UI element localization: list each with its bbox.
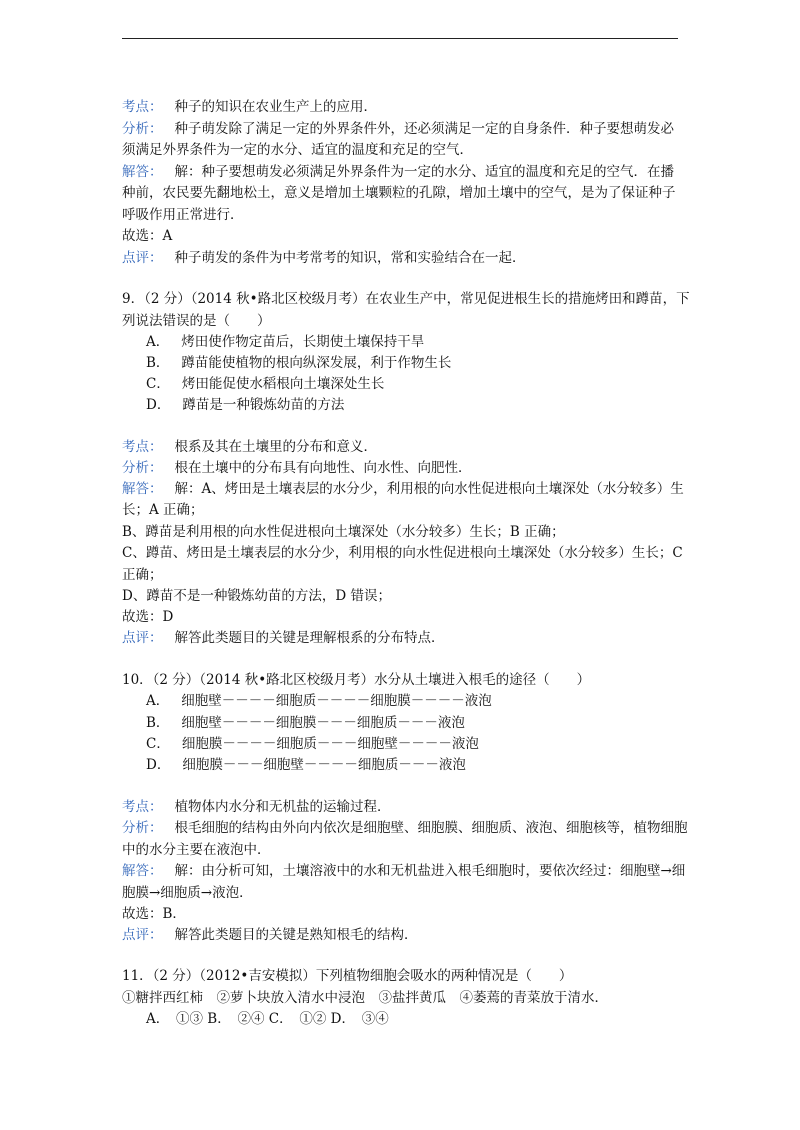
q11-options: A． ①③ B． ②④ C． ①② D． ③④ (146, 1011, 389, 1027)
q10-kaodian (122, 797, 391, 817)
kaodian-label: 考点： (122, 799, 163, 815)
q10-option-c (146, 734, 479, 754)
q8-kaodian-text: 种子的知识在农业生产上的应用． (174, 99, 377, 115)
option-letter: D． (146, 397, 171, 413)
q9-option-a (146, 332, 424, 352)
q9-jieda-line-5: 正确； (122, 567, 163, 583)
q9-fenxi-text: 根在土壤中的分布具有向地性、向水性、向肥性． (174, 460, 472, 476)
q10-jieda (122, 861, 685, 881)
q8-kaodian (122, 97, 377, 117)
q8-jieda-line-2: 种前，农民要先翻地松土，意义是增加土壤颗粒的孔隙，增加土壤中的空气，是为了保证种子 (122, 185, 676, 201)
jieda-label: 解答： (122, 863, 163, 879)
q11-stem: 11．（2 分）（2012•吉安模拟）下列植物细胞会吸水的两种情况是（ ） (122, 968, 573, 984)
q8-fenxi-line-2: 须满足外界条件为一定的水分、适宜的温度和充足的空气． (122, 142, 473, 158)
q9-kaodian-text: 根系及其在土壤里的分布和意义． (174, 439, 377, 455)
fenxi-label: 分析： (122, 820, 163, 836)
q9-jieda-line-4: C、蹲苗、烤田是土壤表层的水分少，利用根的向水性促进根向土壤深处（水分较多）生长；C (122, 545, 683, 561)
jieda-label: 解答： (122, 164, 163, 180)
option-letter: B． (146, 355, 170, 371)
q8-fenxi-line-1: 种子萌发除了满足一定的外界条件外，还必须满足一定的自身条件．种子要想萌发必 (174, 121, 674, 137)
q10-jieda-line-2: 胞膜→细胞质→液泡． (122, 885, 253, 901)
q9-option-b (146, 353, 451, 373)
q9-jieda (122, 479, 684, 499)
q8-dianping-text: 种子萌发的条件为中考常考的知识，常和实验结合在一起． (174, 250, 526, 266)
dianping-label: 点评： (122, 927, 163, 943)
q8-jieda (122, 162, 674, 182)
q9-jieda-line-6: D、蹲苗不是一种锻炼幼苗的方法，D 错误； (122, 588, 391, 604)
option-letter: B． (146, 715, 170, 731)
q9-jieda-line-3: B、蹲苗是利用根的向水性促进根向土壤深处（水分较多）生长；B 正确； (122, 524, 565, 540)
q10-option-d (146, 755, 466, 775)
q9-jieda-line-2: 长；A 正确； (122, 502, 204, 518)
option-letter: D． (146, 757, 171, 773)
q10-fenxi (122, 818, 688, 838)
q9-jieda-line-1: 解：A、烤田是土壤表层的水分少，利用根的向水性促进根向土壤深处（水分较多）生 (174, 481, 684, 497)
q9-fenxi (122, 458, 472, 478)
q9-answer: 故选：D (122, 609, 174, 625)
option-text: 细胞膜－－－－细胞质－－－细胞壁－－－－液泡 (181, 736, 479, 752)
q10-jieda-line-1: 解：由分析可知，土壤溶液中的水和无机盐进入根毛细胞时，要依次经过：细胞壁→细 (174, 863, 686, 879)
header-rule (122, 38, 678, 39)
option-text: 细胞壁－－－－细胞膜－－－细胞质－－－液泡 (181, 715, 465, 731)
option-text: 细胞膜－－－细胞壁－－－－细胞质－－－液泡 (182, 757, 466, 773)
option-text: 烤田能促使水稻根向土壤深处生长 (181, 376, 385, 392)
q10-dianping (122, 925, 418, 945)
option-text: 烤田使作物定苗后，长期使土壤保持干旱 (181, 334, 425, 350)
q9-kaodian (122, 437, 377, 457)
q10-dianping-text: 解答此类题目的关键是熟知根毛的结构． (174, 927, 418, 943)
q8-jieda-line-1: 解：种子要想萌发必须满足外界条件为一定的水分、适宜的温度和充足的空气．在播 (174, 164, 674, 180)
kaodian-label: 考点： (122, 99, 163, 115)
q9-stem-line-2: 列说法错误的是（ ） (122, 313, 271, 329)
option-text: 蹲苗能使植物的根向纵深发展，利于作物生长 (181, 355, 452, 371)
q10-kaodian-text: 植物体内水分和无机盐的运输过程． (174, 799, 391, 815)
dianping-label: 点评： (122, 630, 163, 646)
option-text: 蹲苗是一种锻炼幼苗的方法 (182, 397, 345, 413)
q9-stem-line-1: 9．（2 分）（2014 秋•路北区校级月考）在农业生产中，常见促进根生长的措施烤田和蹲苗，下 (122, 291, 690, 307)
kaodian-label: 考点： (122, 439, 163, 455)
option-letter: A． (146, 334, 170, 350)
q10-option-b (146, 713, 465, 733)
q10-stem: 10．（2 分）（2014 秋•路北区校级月考）水分从土壤进入根毛的途径（ ） (122, 672, 591, 688)
option-letter: A． (146, 693, 170, 709)
option-letter: C． (146, 736, 170, 752)
jieda-label: 解答： (122, 481, 163, 497)
q8-answer: 故选：A (122, 228, 173, 244)
q10-fenxi-line-1: 根毛细胞的结构由外向内依次是细胞壁、细胞膜、细胞质、液泡、细胞核等，植物细胞 (174, 820, 688, 836)
fenxi-label: 分析： (122, 121, 163, 137)
option-text: 细胞壁－－－－细胞质－－－－细胞膜－－－－液泡 (181, 693, 492, 709)
q10-answer: 故选：B． (122, 906, 186, 922)
option-letter: C． (146, 376, 170, 392)
q9-option-c (146, 374, 384, 394)
q11-items: ①糖拌西红柿 ②萝卜块放入清水中浸泡 ③盐拌黄瓜 ④萎蔫的青菜放于清水． (122, 990, 608, 1006)
q9-dianping (122, 628, 445, 648)
q10-fenxi-line-2: 中的水分主要在液泡中． (122, 842, 271, 858)
q10-option-a (146, 691, 492, 711)
fenxi-label: 分析： (122, 460, 163, 476)
q9-dianping-text: 解答此类题目的关键是理解根系的分布特点． (174, 630, 445, 646)
q8-fenxi (122, 119, 674, 139)
q9-option-d (146, 395, 344, 415)
q8-jieda-line-3: 呼吸作用正常进行． (122, 207, 244, 223)
dianping-label: 点评： (122, 250, 163, 266)
q8-dianping (122, 248, 526, 268)
